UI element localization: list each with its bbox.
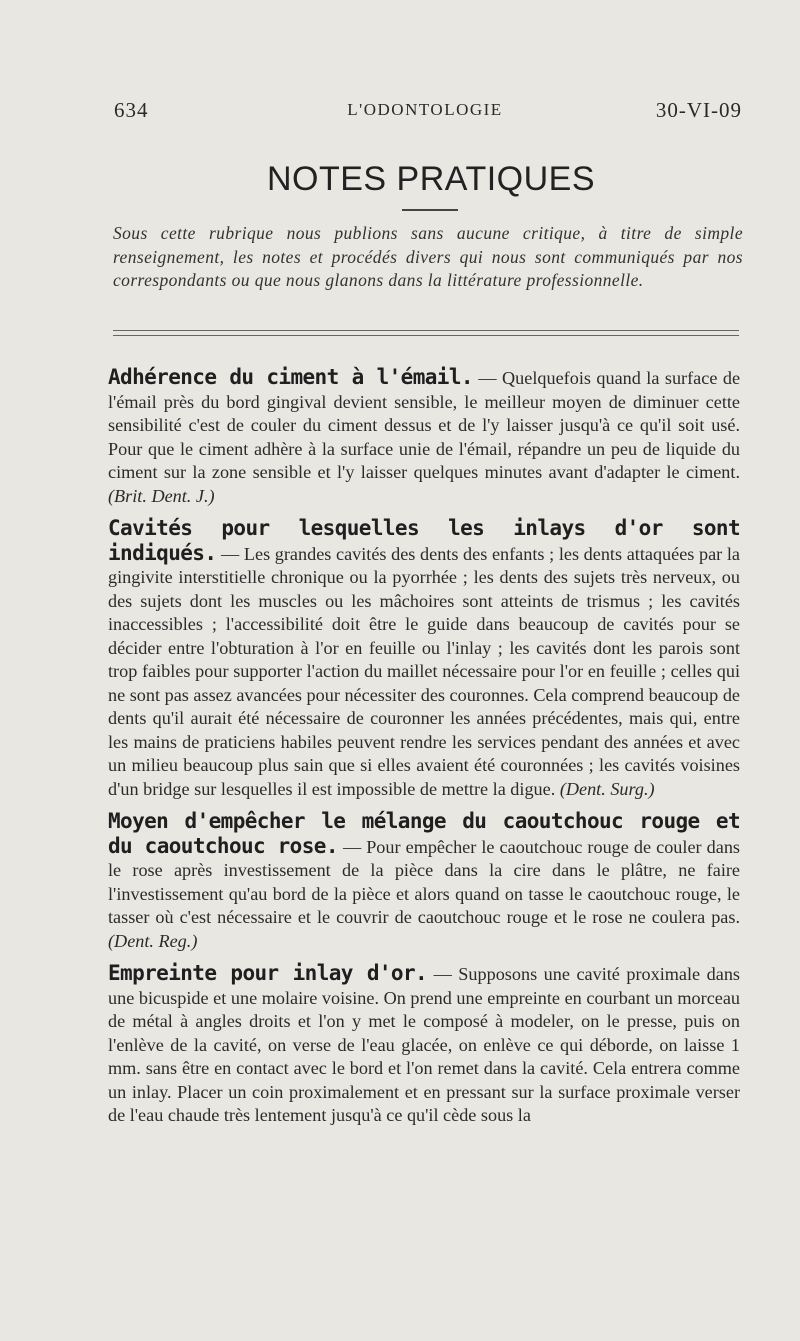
notes-body — [108, 366, 740, 1137]
note-heading: Adhérence du ciment à l'émail. — [108, 365, 473, 389]
running-head — [108, 98, 742, 128]
note-text: — Les grandes cavités des dents des enfants ; les dents attaquées par la gingivite interstitielle chronique ou la pyorrhée ; les dents des sujets très nerveux, ou des sujets dont les muscles ou les mâchoires sont atteints de trismus ; les cavités inaccessibles ; l'accessibilité doit être le guide dans beaucoup de cavités pour se décider entre l'obturation à l'or en feuille ou l'inlay ; les cavités dont les parois sont trop faibles pour supporter l'action du maillet nécessaire pour l'or en feuille ; celles qui ne sont pas assez avancées pour nécessiter des couronnes. Cela comprend beaucoup de dents qu'il aurait été nécessaire de couronner les années précédentes, mais qui, entre les mains de praticiens habiles peuvent rendre les services pendant des années et avec un milieu beaucoup plus sain que si elles avaient été couronnées ; les cavités voisines d'un bridge sur lesquelles il est impossible de mettre la digue. — [108, 543, 741, 799]
note-paragraph — [108, 517, 740, 801]
note-text: — Supposons une cavité proximale dans une bicuspide et une molaire voisine. On prend une empreinte en courbant un morceau de métal à angles droits et l'on y met le composé à modeler, on le presse, puis on l'enlève de la cavité, on verse de l'eau glacée, on enlève ce qui déborde, on laisse 1 mm. sans être en contact avec le bord et l'on remet dans la cavité. Cela entrera comme un inlay. Placer un coin proximalement et en pressant sur la surface proximale verser de l'eau chaude très lentement jusqu'à ce qu'il cède sous la — [108, 964, 740, 1125]
note-heading: Moyen d'empêcher le mélange du caoutchouc rouge et du caoutchouc rose. — [108, 809, 740, 858]
note-text: — Pour empêcher le caoutchouc rouge de couler dans le rose après investissement de la pièce dans la cire dans le plâtre, ne faire l'investissement qu'au bord de la pièce et alors quand on tasse le caoutchouc rouge, le tasser où c'est nécessaire et le couvrir de caoutchouc rouge et le rose ne coulera pas. — [108, 836, 740, 927]
double-divider — [113, 330, 739, 336]
note-source: (Dent. Reg.) — [108, 930, 198, 951]
journal-title: L'ODONTOLOGIE — [347, 100, 503, 119]
title-rule — [402, 209, 458, 211]
section-intro: Sous cette rubrique nous publions sans aucune critique, à titre de simple renseignement, les notes et procédés divers qui nous sont communiqués par nos correspondants ou que nous glanons dans la littérature professionnelle. — [113, 223, 743, 290]
note-paragraph — [108, 962, 740, 1128]
page-number: 634 — [114, 98, 149, 122]
note-text: — Quelquefois quand la surface de l'émail près du bord gingival devient sensible, le meilleur moyen de diminuer cette sensibilité c'est de couler du ciment dessus et de l'y laisser jusqu'à ce qu'il soit usé. Pour que le ciment adhère à la surface unie de l'émail, répandre un peu de liquide du ciment sur la zone sensible et l'y laisser quelques minutes avant d'adapter le ciment. — [108, 368, 741, 482]
issue-date: 30-VI-09 — [655, 98, 742, 122]
note-source: (Dent. Surg.) — [559, 778, 655, 799]
section-title: NOTES PRATIQUES — [266, 160, 596, 198]
note-source: (Brit. Dent. J.) — [108, 485, 215, 506]
note-heading: Empreinte pour inlay d'or. — [108, 961, 428, 985]
note-heading: Cavités pour lesquelles les inlays d'or sont indiqués. — [108, 516, 740, 565]
note-paragraph — [108, 366, 740, 508]
note-paragraph — [108, 810, 740, 953]
